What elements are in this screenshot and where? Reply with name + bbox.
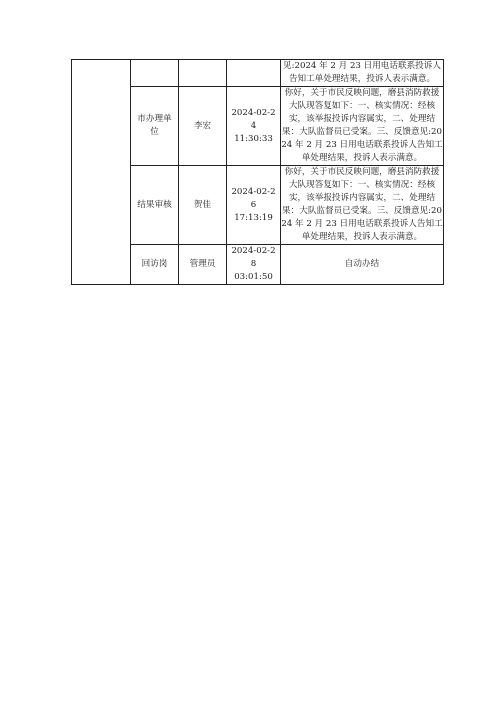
time-cell xyxy=(227,166,281,245)
opinion-text: 自动办结 xyxy=(344,259,380,269)
step-cell xyxy=(131,60,179,87)
handler-text: 贺佳 xyxy=(193,199,212,210)
time-cell xyxy=(227,60,281,87)
step-cell xyxy=(131,166,179,245)
handler-cell xyxy=(179,245,227,285)
opinion-cell xyxy=(281,60,444,87)
opinion-text: 见:2024 年 2 月 23 日用电话联系投诉人告知工单处理结果，投诉人表示满意。 xyxy=(283,61,441,84)
step-cell xyxy=(131,245,179,285)
opinion-text: 你好，关于市民反映问题，磨县消防救援大队现答复如下：一、核实情况：经核实，该举报投诉内容属实，二、处理结果：大队监督员已受案。三、反馈意见:2024 年 2 月 23 日用电话联系投诉人告知工单处理结果，投诉人表示满意。 xyxy=(281,167,443,242)
merged-blank-cell xyxy=(72,60,131,285)
opinion-cell xyxy=(281,166,444,245)
time-text: 2024-02-2 6 17:13:19 xyxy=(231,186,276,223)
opinion-text: 你好，关于市民反映问题，磨县消防救援大队现答复如下：一、核实情况：经核实，该举报投诉内容属实，二、处理结果：大队监督员已受案。三、反馈意见:2024 年 2 月 23 日用电话联系投诉人告知工单处理结果，投诉人表示满意。 xyxy=(281,88,443,163)
table-row xyxy=(72,60,444,87)
step-text: 结果审核 xyxy=(137,199,172,210)
handler-text: 管理员 xyxy=(189,259,216,269)
handler-text: 李宏 xyxy=(193,120,212,131)
handler-cell xyxy=(179,60,227,87)
step-text: 市办理单 位 xyxy=(137,114,172,137)
time-cell xyxy=(227,245,281,285)
opinion-cell xyxy=(281,87,444,166)
step-text: 回访岗 xyxy=(141,259,168,269)
time-cell xyxy=(227,87,281,166)
opinion-cell xyxy=(281,245,444,285)
time-text: 2024-02-2 8 03:01:50 xyxy=(231,246,276,282)
handler-cell xyxy=(179,87,227,166)
time-text: 2024-02-2 4 11:30:33 xyxy=(231,107,276,144)
step-cell xyxy=(131,87,179,166)
process-record-table xyxy=(71,59,444,285)
handler-cell xyxy=(179,166,227,245)
